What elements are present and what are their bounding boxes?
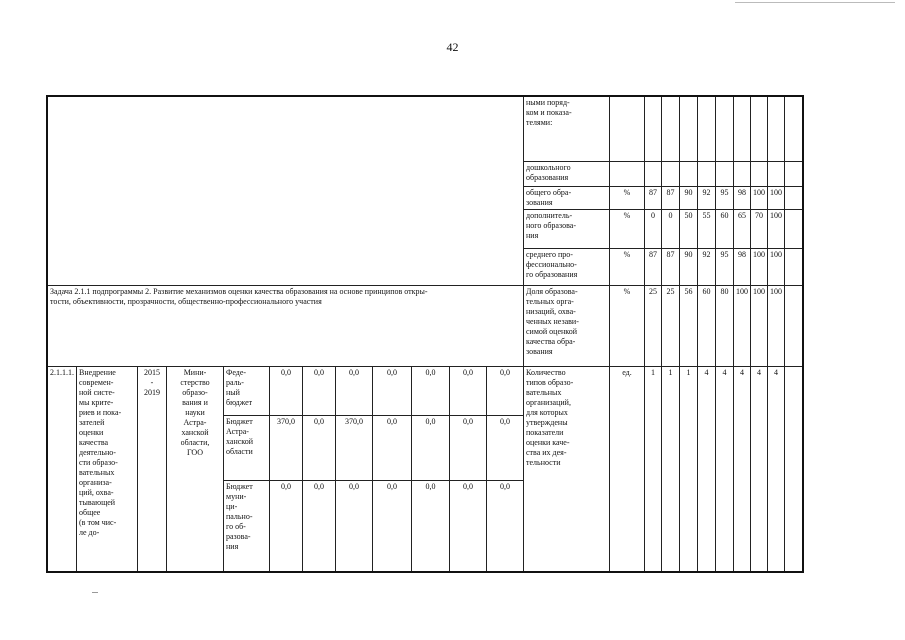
funding-value: 0,0 [373,481,412,573]
value-cell: 1 [645,367,662,573]
measure-code: 2.1.1.1. [47,367,77,573]
indicator-name: дошкольного образования [524,162,610,187]
indicator-name: Количество типов образо- вательных организаций, для которых утверждены показатели оценки каче- ства их дея- тельности [524,367,610,573]
funding-value: 0,0 [412,481,450,573]
funding-value: 370,0 [270,416,303,481]
value-cell: 4 [698,367,716,573]
scan-artifact [92,592,98,593]
indicator-name: Доля образова- тельных орга- низаций, охва- ченных незави- симой оценкой качества обра- зования [524,286,610,367]
value-cell: 4 [734,367,751,573]
value-cell: 50 [680,210,698,249]
value-cell: 25 [645,286,662,367]
value-cell: 90 [680,249,698,286]
funding-value: 0,0 [412,416,450,481]
task-title: Задача 2.1.1 подпрограммы 2. Развитие механизмов оценки качества образования на основе принципов откры- тости, объективности, прозрачности, общественно-профессионального участия [47,286,524,367]
value-cell [662,162,680,187]
funding-value: 370,0 [336,416,373,481]
value-cell [645,96,662,162]
value-cell: 100 [768,249,785,286]
funding-value: 0,0 [303,367,336,416]
value-cell: 4 [751,367,768,573]
funding-value: 0,0 [270,367,303,416]
value-cell [698,96,716,162]
funding-value: 0,0 [270,481,303,573]
value-cell [785,367,803,573]
page-number: 42 [446,40,459,54]
value-cell [751,96,768,162]
value-cell: 100 [768,187,785,210]
value-cell: 100 [751,286,768,367]
program-table [46,95,804,573]
value-cell: 1 [662,367,680,573]
unit-cell: % [610,286,645,367]
value-cell: 60 [698,286,716,367]
measure-years: 2015 - 2019 [138,367,167,573]
value-cell [680,96,698,162]
unit-cell [610,96,645,162]
funding-value: 0,0 [487,481,524,573]
value-cell [785,96,803,162]
value-cell [751,162,768,187]
funding-value: 0,0 [450,367,487,416]
funding-value: 0,0 [303,481,336,573]
funding-value: 0,0 [412,367,450,416]
value-cell [734,162,751,187]
blank-region [47,96,524,286]
indicator-name: среднего про- фессионально- го образования [524,249,610,286]
value-cell [785,286,803,367]
value-cell: 87 [662,249,680,286]
scan-top-line [735,2,895,4]
value-cell [768,96,785,162]
value-cell: 80 [716,286,734,367]
funding-source: Бюджет муни- ци- пально- го об- разова- ния [224,481,270,573]
measure-row [47,367,803,416]
funding-value: 0,0 [450,481,487,573]
value-cell: 0 [662,210,680,249]
value-cell [768,162,785,187]
funding-value: 0,0 [487,416,524,481]
value-cell: 1 [680,367,698,573]
funding-value: 0,0 [336,481,373,573]
value-cell [785,210,803,249]
value-cell: 87 [645,249,662,286]
unit-cell: % [610,210,645,249]
value-cell [785,249,803,286]
funding-value: 0,0 [450,416,487,481]
funding-value: 0,0 [373,367,412,416]
value-cell [645,162,662,187]
value-cell: 95 [716,187,734,210]
funding-value: 0,0 [487,367,524,416]
indicator-name: дополнитель- ного образова- ния [524,210,610,249]
value-cell: 4 [768,367,785,573]
task-row [47,286,803,367]
value-cell: 100 [768,286,785,367]
value-cell: 87 [662,187,680,210]
value-cell: 55 [698,210,716,249]
value-cell: 65 [734,210,751,249]
value-cell: 92 [698,187,716,210]
value-cell: 25 [662,286,680,367]
value-cell: 0 [645,210,662,249]
value-cell: 60 [716,210,734,249]
value-cell: 98 [734,249,751,286]
value-cell [716,96,734,162]
value-cell: 90 [680,187,698,210]
table-row [47,96,803,162]
indicator-name: общего обра- зования [524,187,610,210]
value-cell: 70 [751,210,768,249]
funding-source: Бюджет Астра- ханской области [224,416,270,481]
value-cell: 95 [716,249,734,286]
funding-value: 0,0 [373,416,412,481]
indicator-name: ными поряд- ком и показа- телями: [524,96,610,162]
measure-executor: Мини- стерство образо- вания и науки Астра- ханской области, ГОО [167,367,224,573]
unit-cell [610,162,645,187]
value-cell: 100 [734,286,751,367]
unit-cell: % [610,187,645,210]
value-cell [734,96,751,162]
value-cell [716,162,734,187]
funding-value: 0,0 [303,416,336,481]
funding-value: 0,0 [336,367,373,416]
value-cell: 56 [680,286,698,367]
value-cell [785,187,803,210]
value-cell: 92 [698,249,716,286]
value-cell: 100 [751,187,768,210]
value-cell [698,162,716,187]
unit-cell: % [610,249,645,286]
unit-cell: ед. [610,367,645,573]
value-cell [662,96,680,162]
value-cell [680,162,698,187]
measure-name: Внедрение современ- ной систе- мы крите- риев и пока- зателей оценки качества деятельно- сти образо- вательных организа- ций, охва- тывающей общее (в том чис- ле до- [77,367,138,573]
value-cell: 87 [645,187,662,210]
value-cell [785,162,803,187]
value-cell: 100 [751,249,768,286]
value-cell: 98 [734,187,751,210]
funding-source: Феде- раль- ный бюджет [224,367,270,416]
value-cell: 100 [768,210,785,249]
value-cell: 4 [716,367,734,573]
